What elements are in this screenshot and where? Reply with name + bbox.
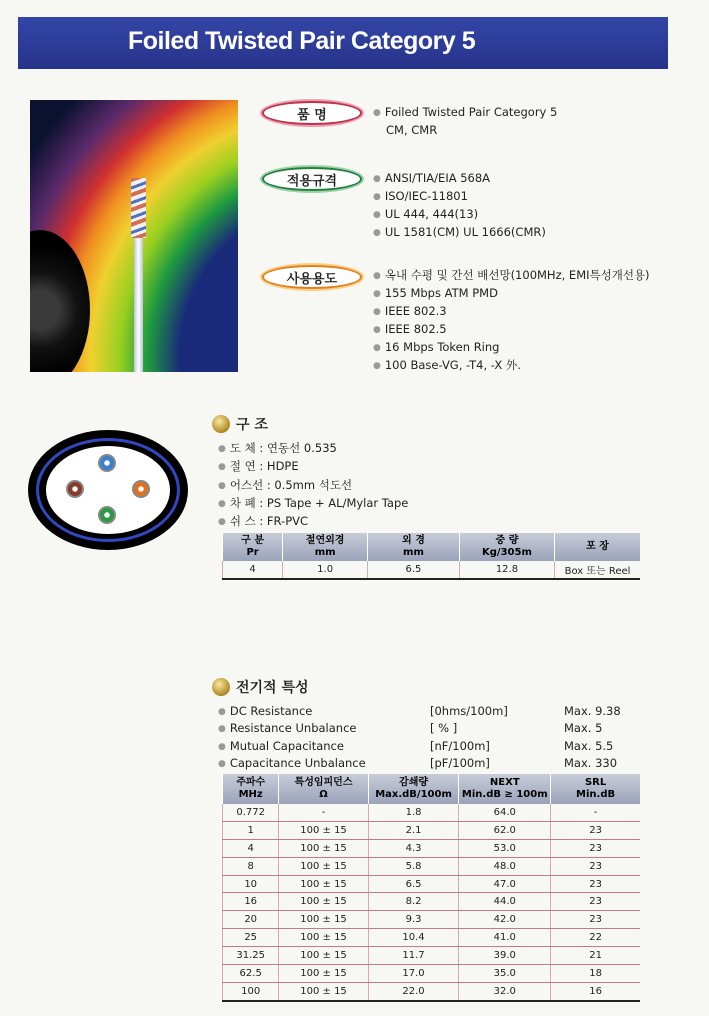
list-item: ● IEEE 802.3	[373, 303, 650, 321]
table-row: 31.25 100 ± 15 11.7 39.0 21	[223, 947, 641, 965]
list-item: ● 쉬 스 : FR-PVC	[218, 513, 408, 531]
structure-title: 구 조	[212, 414, 268, 434]
col-header: 감쇄량 Max.dB/100m	[368, 774, 459, 804]
structure-list	[218, 440, 408, 531]
table-row: 10 100 ± 15 6.5 47.0 23	[223, 875, 641, 893]
table-row: 4 100 ± 15 4.3 53.0 23	[223, 839, 641, 857]
pair-blue	[98, 454, 116, 472]
cable-reel-image	[30, 230, 90, 372]
col-header: 주파수 MHz	[223, 774, 279, 804]
col-header: 외 경 mm	[368, 533, 460, 561]
electrical-title: 전기적 특성	[212, 677, 309, 697]
list-item: ● UL 444, 444(13)	[373, 206, 546, 224]
list-item: ● ISO/IEC-11801	[373, 188, 546, 206]
page-title: Foiled Twisted Pair Category 5	[128, 27, 476, 55]
cable-tip-image	[131, 178, 146, 238]
standards-label: 적용규격	[262, 167, 362, 191]
usage-list	[373, 267, 650, 375]
list-item: ● 도 체 : 연동선 0.535	[218, 440, 408, 458]
table-row: 62.5 100 ± 15 17.0 35.0 18	[223, 965, 641, 983]
table-row: 16 100 ± 15 8.2 44.0 23	[223, 893, 641, 911]
cable-cross-section-image	[28, 430, 188, 550]
col-header: 포 장	[555, 533, 640, 561]
col-header: SRL Min.dB	[551, 774, 640, 804]
pair-orange	[132, 480, 150, 498]
usage-label: 사용용도	[262, 265, 362, 289]
product-name-label: 품 명	[262, 101, 362, 125]
property-row: ● Mutual Capacitance [nF/100m] Max. 5.5	[218, 738, 638, 755]
list-item: ● IEEE 802.5	[373, 321, 650, 339]
property-row: ● Capacitance Unbalance [pF/100m] Max. 330	[218, 755, 638, 772]
list-item: ● 155 Mbps ATM PMD	[373, 285, 650, 303]
structure-table	[222, 533, 640, 580]
bullet-ball-icon	[212, 415, 230, 433]
table-row: 100 100 ± 15 22.0 32.0 16	[223, 982, 641, 1000]
table-row: 4 1.0 6.5 12.8 Box 또는 Reel	[223, 561, 641, 579]
list-item: ● UL 1581(CM) UL 1666(CMR)	[373, 224, 546, 242]
list-item: ● 옥내 수평 및 간선 배선망(100MHz, EMI특성개선용)	[373, 267, 650, 285]
list-item: ● 차 폐 : PS Tape + AL/Mylar Tape	[218, 495, 408, 513]
electrical-properties	[218, 703, 638, 772]
col-header: NEXT Min.dB ≥ 100m	[459, 774, 551, 804]
standards-list	[373, 170, 546, 242]
col-header: 절연외경 mm	[283, 533, 368, 561]
list-item: ● ANSI/TIA/EIA 568A	[373, 170, 546, 188]
cable-photo	[30, 100, 238, 372]
table-row: 1 100 ± 15 2.1 62.0 23	[223, 821, 641, 839]
list-item: CM, CMR	[386, 123, 438, 137]
list-item: ● 16 Mbps Token Ring	[373, 339, 650, 357]
bullet-ball-icon	[212, 678, 230, 696]
product-name-list	[373, 104, 557, 140]
table-row: 25 100 ± 15 10.4 41.0 22	[223, 929, 641, 947]
table-row: 8 100 ± 15 5.8 48.0 23	[223, 857, 641, 875]
property-row: ● DC Resistance [0hms/100m] Max. 9.38	[218, 703, 638, 720]
pair-green	[98, 506, 116, 524]
pair-brown	[66, 480, 84, 498]
property-row: ● Resistance Unbalance [ % ] Max. 5	[218, 720, 638, 737]
list-item: ● 절 연 : HDPE	[218, 458, 408, 476]
title-banner	[18, 17, 668, 69]
electrical-table	[222, 774, 640, 1002]
list-item: ● 어스선 : 0.5mm 석도선	[218, 477, 408, 495]
list-item: ● 100 Base-VG, -T4, -X 外.	[373, 357, 650, 375]
col-header: 중 량 Kg/305m	[459, 533, 554, 561]
table-row: 0.772 - 1.8 64.0 -	[223, 804, 641, 821]
col-header: 구 분 Pr	[223, 533, 283, 561]
table-row: 20 100 ± 15 9.3 42.0 23	[223, 911, 641, 929]
list-item: ● Foiled Twisted Pair Category 5	[373, 104, 557, 122]
col-header: 특성임피던스 Ω	[279, 774, 368, 804]
